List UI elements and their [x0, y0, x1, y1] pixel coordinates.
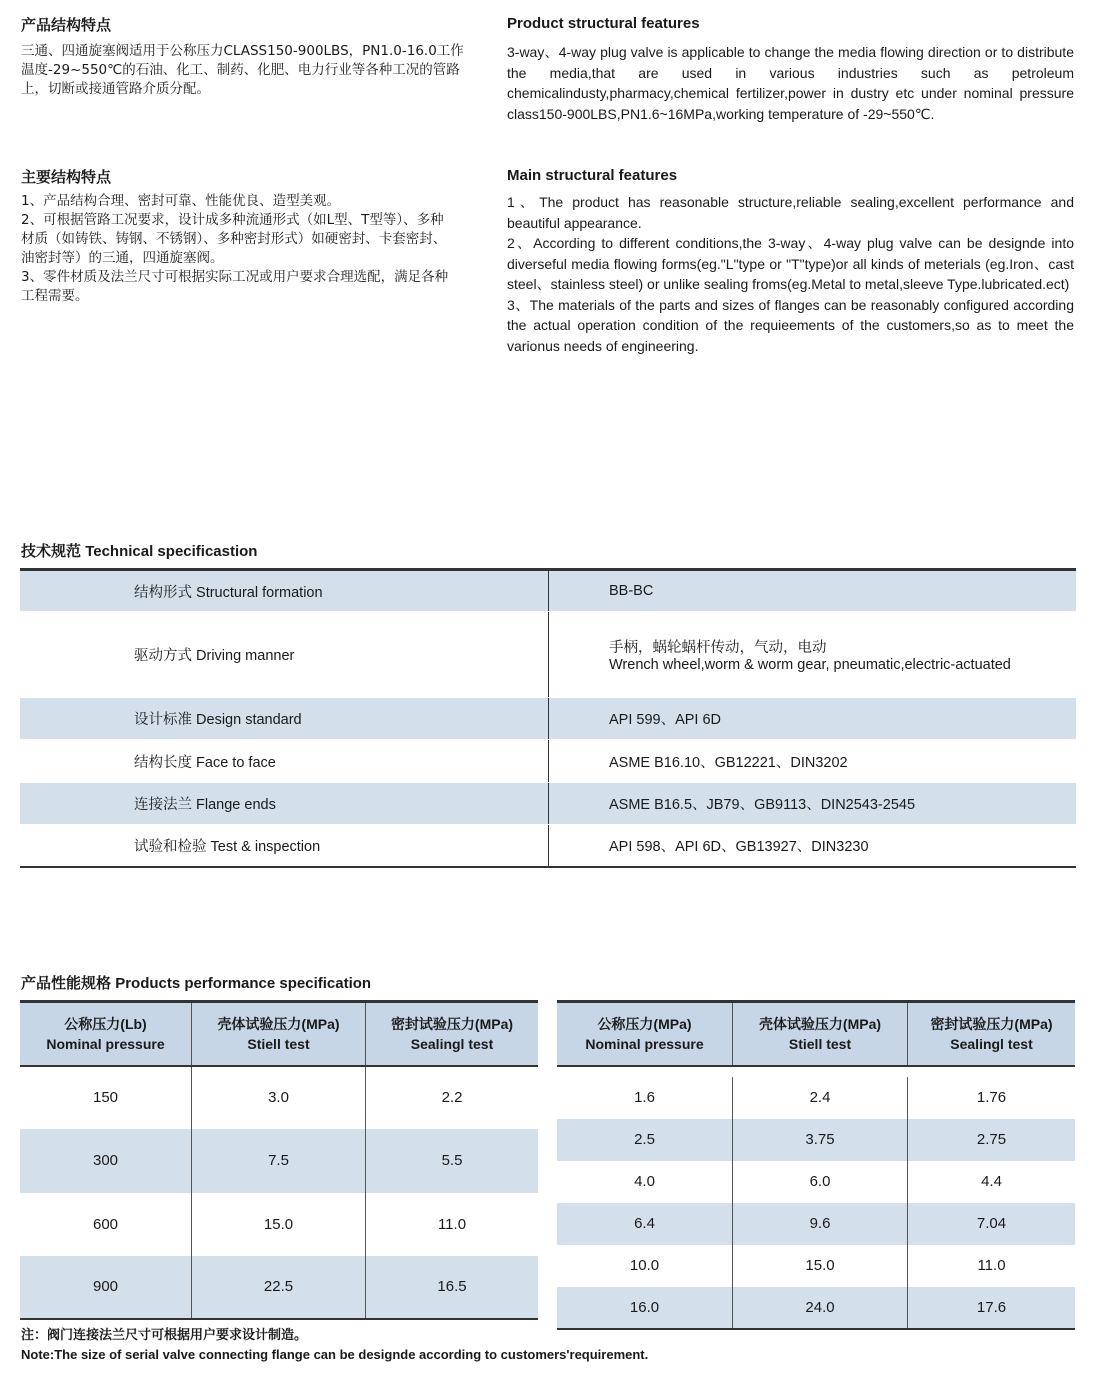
cn-main-features-line: 3、零件材质及法兰尺寸可根据实际工况或用户要求合理选配，满足各种: [21, 269, 449, 285]
cn-product-features-line: 上，切断或接通管路介质分配。: [21, 81, 210, 97]
perf-table-mpa: [557, 1000, 1075, 1330]
table-row: [557, 1161, 1075, 1203]
table-cell: 24.0: [733, 1287, 908, 1329]
table-cell: 5.5: [366, 1129, 539, 1193]
cn-main-features-line: 油密封等）的三通，四通旋塞阀。: [21, 250, 224, 266]
table-cell: 4.0: [557, 1161, 733, 1203]
perf-header-en: Stiell test: [247, 1035, 310, 1052]
en-product-features-text: 3-way、4-way plug valve is applicable to change the media flowing direction or to distribute the media,that are used in various industries such as petroleum chemicalindusty,pharmacy,chemical fertilizer,power in dustry etc under nominal pressure class150-900LBS,PN1.6~16MPa,working temperature of -29~550℃.: [507, 44, 1074, 122]
en-main-feature-item: 1、The product has reasonable structure,reliable sealing,excellent performance and beautiful appearance.: [507, 194, 1074, 231]
spec-value: [549, 612, 1077, 698]
table-row: [557, 1245, 1075, 1287]
table-cell: 17.6: [908, 1287, 1076, 1329]
cn-main-features-list: [21, 192, 491, 306]
perf-header-cn: 壳体试验压力(MPa): [758, 1015, 882, 1032]
spec-value: ASME B16.5、JB79、GB9113、DIN2543-2545: [549, 783, 1077, 825]
perf-header-cn: 壳体试验压力(MPa): [217, 1015, 340, 1032]
cn-product-features-text: [21, 42, 491, 99]
spec-label: 连接法兰 Flange ends: [20, 783, 549, 825]
perf-header-en: Nominal pressure: [585, 1035, 704, 1052]
table-cell: 7.04: [908, 1203, 1076, 1245]
cn-product-features-line: 温度-29~550℃的石油、化工、制药、化肥、电力行业等各种工况的管路: [21, 62, 460, 78]
tech-spec-row: [20, 570, 1076, 612]
en-product-features-heading: Product structural features: [507, 15, 700, 32]
table-cell: 2.75: [908, 1119, 1076, 1161]
perf-header-cn: 公称压力(Lb): [64, 1015, 147, 1032]
table-cell: 2.4: [733, 1077, 908, 1119]
perf-header-cell: [20, 1002, 192, 1066]
cn-main-features-line: 材质（如铸铁、铸钢、不锈钢）、多种密封形式）如硬密封、卡套密封、: [21, 231, 447, 247]
spec-value: ASME B16.10、GB12221、DIN3202: [549, 740, 1077, 783]
cn-main-features-line: 工程需要。: [21, 288, 89, 304]
perf-header-en: Sealingl test: [410, 1035, 494, 1052]
en-main-feature-item: 2、According to different conditions,the 3-way、4-way plug valve can be designde into diverseful media flowing forms(eg."L"type or "T"type)or all kinds of meterials (eg.Iron、cast steel、stainless steel) or unlike sealing froms(eg.Metal to metal,sleeve Type.lubricated.ect): [507, 235, 1074, 292]
cn-main-features-line: 2、可根据管路工况要求，设计成多种流通形式（如L型、T型等）、多种: [21, 212, 444, 228]
table-cell: 9.6: [733, 1203, 908, 1245]
perf-header-cell: [557, 1002, 733, 1066]
table-cell: 11.0: [977, 1257, 1006, 1274]
table-cell: 2.5: [557, 1119, 733, 1161]
table-cell: 4.4: [981, 1173, 1002, 1190]
table-cell: 600: [20, 1193, 192, 1256]
table-cell: 1.76: [976, 1089, 1007, 1106]
table-cell: 900: [20, 1256, 192, 1319]
table-spacer: [557, 1066, 1075, 1077]
table-row: [557, 1287, 1075, 1329]
table-row: [557, 1203, 1075, 1245]
perf-header-cell: [192, 1002, 366, 1066]
tech-spec-heading-en: Technical specificastion: [85, 543, 258, 560]
table-cell: 15.0: [192, 1193, 366, 1256]
table-cell: 2.2: [441, 1089, 463, 1106]
en-main-features-heading: Main structural features: [507, 167, 678, 184]
table-cell: 300: [20, 1129, 192, 1193]
tech-spec-row: [20, 740, 1076, 783]
table-row: [557, 1119, 1075, 1161]
perf-header-en: Sealingl test: [950, 1035, 1033, 1052]
cn-product-features-line: 三通、四通旋塞阀适用于公称压力CLASS150-900LBS，PN1.0-16.0工作: [21, 43, 464, 59]
table-cell: 150: [20, 1066, 192, 1129]
tech-spec-row: [20, 783, 1076, 825]
perf-table-lb: [20, 1000, 538, 1320]
spec-label: 结构长度 Face to face: [20, 740, 549, 783]
footnote-en: Note:The size of serial valve connecting flange can be designde according to customers'requirement.: [21, 1347, 649, 1362]
perf-header-cn: 密封试验压力(MPa): [930, 1015, 1053, 1032]
spec-value-cn: 手柄，蜗轮蜗杆传动，气动，电动: [609, 640, 827, 656]
perf-header-cell: [908, 1002, 1076, 1066]
perf-header-cell: [366, 1002, 539, 1066]
spec-label: 设计标准 Design standard: [20, 698, 549, 740]
spec-label: 结构形式 Structural formation: [20, 570, 549, 612]
table-row: [20, 1066, 538, 1129]
perf-header-row: [557, 1002, 1075, 1066]
tech-spec-table: [20, 568, 1076, 868]
table-cell: 22.5: [192, 1256, 366, 1319]
en-main-features-list: [507, 192, 1074, 356]
table-cell: 3.75: [733, 1119, 908, 1161]
perf-header-row: [20, 1002, 538, 1066]
cn-product-features-heading: 产品结构特点: [21, 16, 112, 34]
table-row: [557, 1077, 1075, 1119]
spec-value: BB-BC: [549, 570, 1077, 612]
footnote-cn: 注：阀门连接法兰尺寸可根据用户要求设计制造。: [21, 1328, 308, 1343]
perf-spec-heading: [21, 972, 371, 993]
table-cell: 1.6: [557, 1077, 733, 1119]
perf-spec-heading-en: Products performance specification: [115, 975, 372, 992]
cn-main-features-line: 1、产品结构合理、密封可靠、性能优良、造型美观。: [21, 193, 341, 209]
table-row: [20, 1193, 538, 1256]
spec-label: 试验和检验 Test & inspection: [20, 825, 549, 867]
table-cell: 15.0: [733, 1245, 908, 1287]
table-cell: 6.4: [557, 1203, 733, 1245]
perf-header-en: Stiell test: [788, 1035, 852, 1052]
spec-label: 驱动方式 Driving manner: [20, 612, 549, 698]
en-main-feature-item: 3、The materials of the parts and sizes of flanges can be reasonably configured according the actual operation condition of the requieements of the customers,so as to meet the varionus needs of engineering.: [507, 296, 1074, 354]
tech-spec-row: [20, 698, 1076, 740]
tech-spec-row: [20, 825, 1076, 867]
tech-spec-row: [20, 612, 1076, 698]
table-row: [20, 1256, 538, 1319]
table-cell: 16.0: [557, 1287, 733, 1329]
table-cell: 10.0: [557, 1245, 733, 1287]
perf-header-cn: 公称压力(MPa): [597, 1015, 692, 1032]
footnote: [21, 1326, 648, 1364]
table-row: [20, 1129, 538, 1193]
spec-value: API 599、API 6D: [549, 698, 1077, 740]
perf-header-cn: 密封试验压力(MPa): [390, 1015, 514, 1032]
table-cell: 11.0: [437, 1215, 467, 1233]
tech-spec-heading: [21, 540, 257, 561]
spec-value-en: Wrench wheel,worm & worm gear, pneumatic,electric-actuated: [609, 657, 1011, 673]
table-cell: 7.5: [192, 1129, 366, 1193]
cn-main-features-heading: 主要结构特点: [21, 168, 112, 186]
table-cell: 3.0: [192, 1066, 366, 1129]
table-cell: 6.0: [733, 1161, 908, 1203]
table-cell: 16.5: [366, 1256, 539, 1319]
tech-spec-heading-cn: 技术规范: [21, 542, 82, 560]
perf-header-cell: [733, 1002, 908, 1066]
perf-header-en: Nominal pressure: [46, 1035, 165, 1052]
perf-spec-heading-cn: 产品性能规格: [21, 974, 112, 992]
spec-value: API 598、API 6D、GB13927、DIN3230: [549, 825, 1077, 867]
